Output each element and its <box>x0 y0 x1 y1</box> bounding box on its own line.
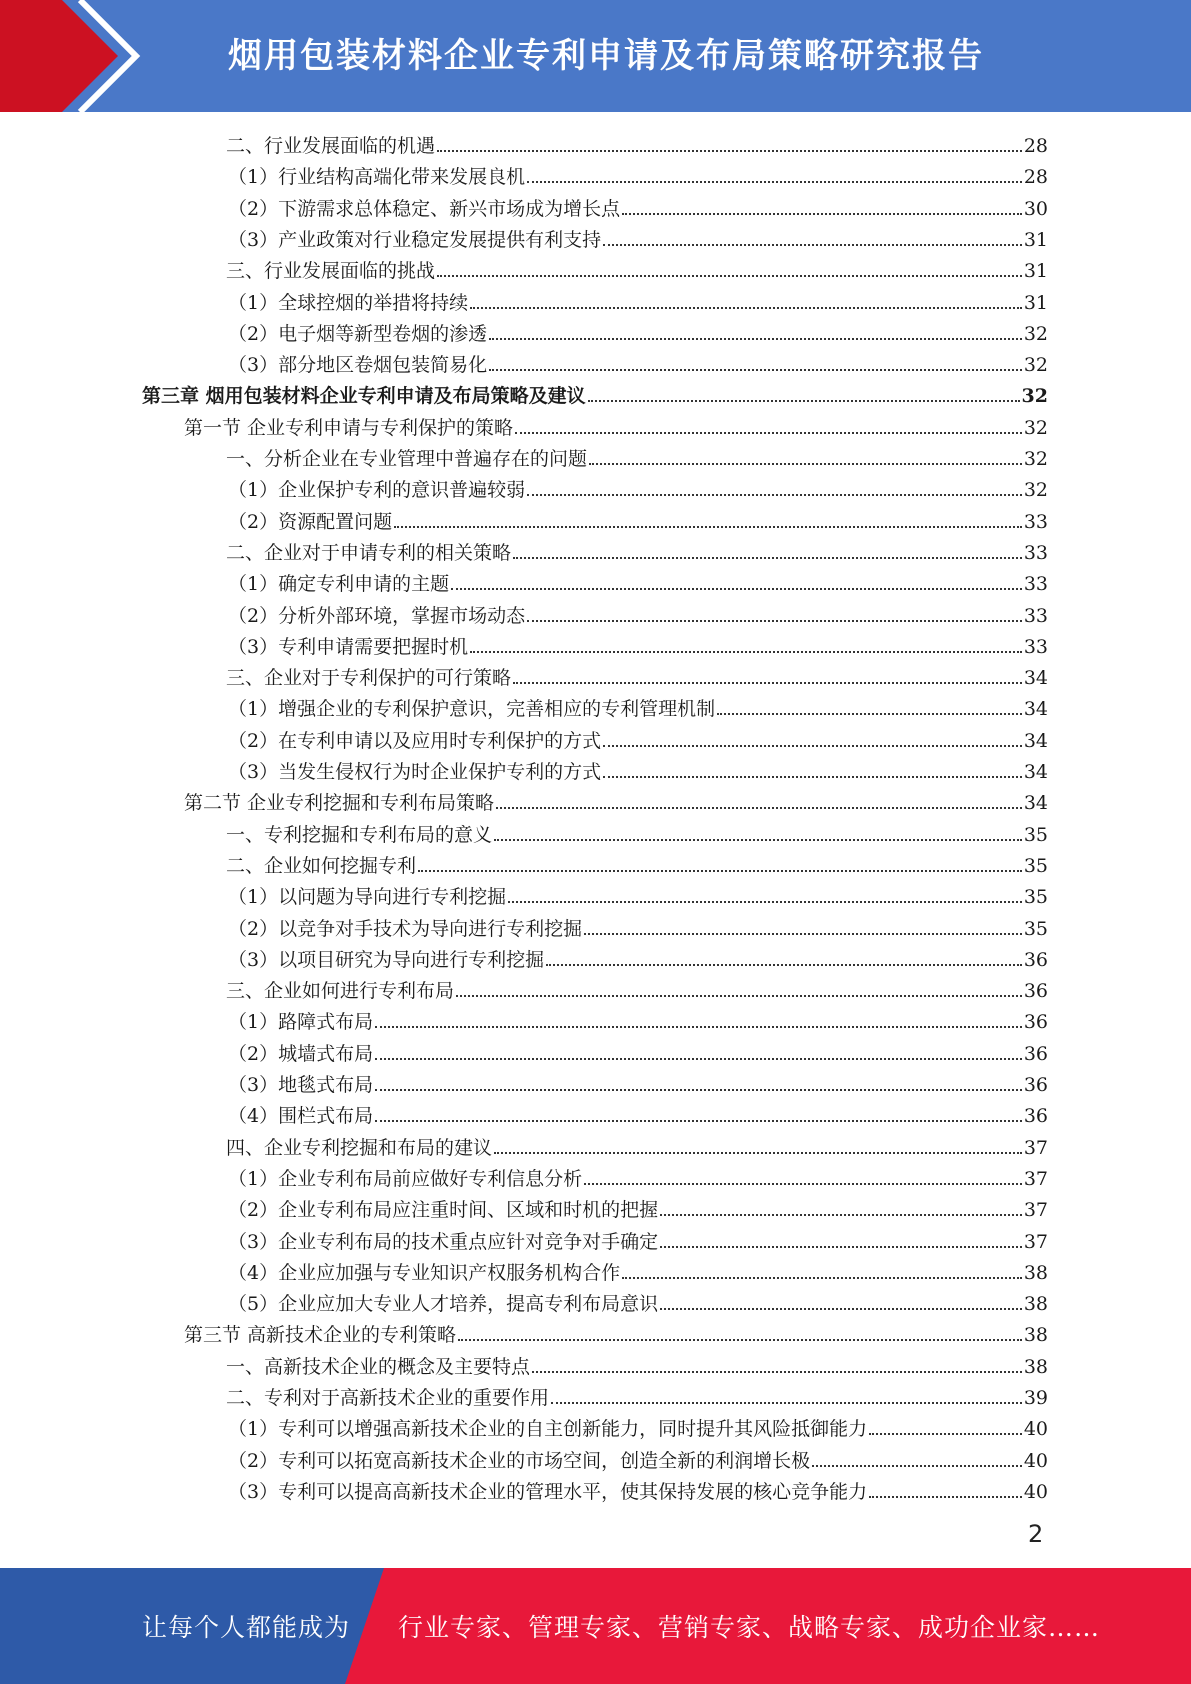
toc-entry[interactable] <box>226 1349 1048 1380</box>
header-arrow-decoration <box>0 0 150 112</box>
toc-dot-leader <box>660 1246 1022 1248</box>
toc-entry-page: 35 <box>1023 855 1048 877</box>
toc-entry-label: 二、企业如何挖掘专利 <box>226 855 417 877</box>
toc-entry-label: （2）城墙式布局 <box>228 1043 374 1065</box>
toc-dot-leader <box>527 494 1022 496</box>
toc-entry-label: 二、行业发展面临的机遇 <box>226 135 436 157</box>
toc-entry-page: 35 <box>1023 886 1048 908</box>
toc-entry-page: 33 <box>1023 605 1048 627</box>
toc-dot-leader <box>551 1402 1022 1404</box>
toc-entry[interactable] <box>228 285 1048 316</box>
toc-dot-leader <box>584 1183 1022 1185</box>
toc-dot-leader <box>470 651 1022 653</box>
toc-entry-label: （2）专利可以拓宽高新技术企业的市场空间，创造全新的利润增长极 <box>228 1450 811 1472</box>
toc-entry-page: 40 <box>1023 1418 1048 1440</box>
toc-entry[interactable] <box>228 1036 1048 1067</box>
toc-dot-leader <box>660 1308 1022 1310</box>
toc-dot-leader <box>589 463 1022 465</box>
toc-entry[interactable] <box>228 754 1048 785</box>
toc-entry-page: 36 <box>1023 1074 1048 1096</box>
toc-dot-leader <box>527 181 1022 183</box>
toc-dot-leader <box>375 1120 1022 1122</box>
toc-entry[interactable] <box>228 1192 1048 1223</box>
toc-dot-leader <box>603 244 1022 246</box>
toc-entry[interactable] <box>228 1098 1048 1129</box>
toc-entry-page: 38 <box>1023 1324 1048 1346</box>
toc-entry-label: （1）以问题为导向进行专利挖掘 <box>228 886 507 908</box>
toc-dot-leader <box>515 432 1022 434</box>
toc-entry-page: 32 <box>1023 479 1048 501</box>
toc-entry-page: 36 <box>1023 1105 1048 1127</box>
toc-entry-label: 一、高新技术企业的概念及主要特点 <box>226 1356 531 1378</box>
toc-entry[interactable] <box>228 347 1048 378</box>
toc-entry-label: （2）下游需求总体稳定、新兴市场成为增长点 <box>228 198 621 220</box>
toc-dot-leader <box>527 620 1022 622</box>
toc-dot-leader <box>717 713 1022 715</box>
report-title: 烟用包装材料企业专利申请及布局策略研究报告 <box>228 36 984 76</box>
toc-entry-page: 37 <box>1023 1168 1048 1190</box>
toc-entry-page: 37 <box>1023 1231 1048 1253</box>
toc-entry-page: 34 <box>1023 761 1048 783</box>
toc-dot-leader <box>496 807 1022 809</box>
toc-entry-page: 33 <box>1023 542 1048 564</box>
toc-entry-label: （2）资源配置问题 <box>228 511 393 533</box>
toc-entry[interactable] <box>228 316 1048 347</box>
toc-entry[interactable] <box>228 879 1048 910</box>
toc-entry-label: 二、企业对于申请专利的相关策略 <box>226 542 512 564</box>
toc-entry[interactable] <box>184 1317 1048 1348</box>
toc-entry[interactable] <box>228 1411 1048 1442</box>
toc-entry-label: （4）围栏式布局 <box>228 1105 374 1127</box>
toc-entry[interactable] <box>228 504 1048 535</box>
page-number: 2 <box>1028 1520 1044 1548</box>
toc-dot-leader <box>437 275 1022 277</box>
toc-entry-page: 32 <box>1021 385 1048 407</box>
toc-entry-label: 三、行业发展面临的挑战 <box>226 260 436 282</box>
toc-entry[interactable] <box>228 159 1048 190</box>
toc-entry-label: 一、专利挖掘和专利布局的意义 <box>226 824 493 846</box>
toc-entry-label: 三、企业对于专利保护的可行策略 <box>226 667 512 689</box>
footer-banner <box>0 1568 1191 1684</box>
toc-dot-leader <box>375 1026 1022 1028</box>
toc-entry[interactable] <box>228 598 1048 629</box>
toc-entry[interactable] <box>226 817 1048 848</box>
toc-dot-leader <box>470 307 1022 309</box>
toc-dot-leader <box>451 588 1022 590</box>
toc-entry-label: （4）企业应加强与专业知识产权服务机构合作 <box>228 1262 621 1284</box>
toc-entry[interactable] <box>228 723 1048 754</box>
toc-entry-page: 31 <box>1023 229 1048 251</box>
toc-dot-leader <box>812 1465 1022 1467</box>
toc-entry-page: 30 <box>1023 198 1048 220</box>
toc-entry-page: 38 <box>1023 1262 1048 1284</box>
toc-dot-leader <box>588 400 1020 402</box>
toc-entry-label: （5）企业应加大专业人才培养，提高专利布局意识 <box>228 1293 659 1315</box>
toc-entry-label: （1）路障式布局 <box>228 1011 374 1033</box>
toc-entry[interactable] <box>226 1130 1048 1161</box>
toc-entry-page: 40 <box>1023 1481 1048 1503</box>
toc-dot-leader <box>458 1339 1022 1341</box>
toc-dot-leader <box>603 745 1022 747</box>
toc-entry-label: 二、专利对于高新技术企业的重要作用 <box>226 1387 550 1409</box>
toc-dot-leader <box>513 682 1022 684</box>
toc-entry[interactable] <box>228 1255 1048 1286</box>
toc-entry-page: 36 <box>1023 1011 1048 1033</box>
toc-entry-label: 第三章 烟用包装材料企业专利申请及布局策略及建议 <box>142 385 586 407</box>
footer-motto-right: 行业专家、管理专家、营销专家、战略专家、成功企业家…… <box>398 1613 1101 1642</box>
toc-entry[interactable] <box>226 128 1048 159</box>
toc-entry[interactable] <box>226 973 1048 1004</box>
toc-dot-leader <box>584 933 1022 935</box>
toc-entry-label: 四、企业专利挖掘和布局的建议 <box>226 1137 493 1159</box>
toc-entry[interactable] <box>228 1161 1048 1192</box>
toc-dot-leader <box>394 526 1022 528</box>
toc-dot-leader <box>375 1089 1022 1091</box>
toc-entry-label: 第二节 企业专利挖掘和专利布局策略 <box>184 792 495 814</box>
toc-entry-label: 三、企业如何进行专利布局 <box>226 980 455 1002</box>
toc-entry-page: 32 <box>1023 417 1048 439</box>
toc-entry-page: 34 <box>1023 698 1048 720</box>
toc-entry[interactable] <box>228 1067 1048 1098</box>
toc-entry-label: （2）企业专利布局应注重时间、区域和时机的把握 <box>228 1199 659 1221</box>
toc-dot-leader <box>622 1277 1022 1279</box>
toc-entry-label: （3）当发生侵权行为时企业保护专利的方式 <box>228 761 602 783</box>
toc-entry-label: （3）专利申请需要把握时机 <box>228 636 469 658</box>
toc-entry-label: （1）企业专利布局前应做好专利信息分析 <box>228 1168 583 1190</box>
toc-entry[interactable] <box>184 410 1048 441</box>
toc-dot-leader <box>660 1214 1022 1216</box>
toc-entry[interactable] <box>228 942 1048 973</box>
toc-entry[interactable] <box>228 222 1048 253</box>
toc-entry-page: 33 <box>1023 636 1048 658</box>
toc-dot-leader <box>513 557 1022 559</box>
toc-dot-leader <box>489 369 1022 371</box>
toc-entry-label: （1）全球控烟的举措将持续 <box>228 292 469 314</box>
toc-entry-label: （3）产业政策对行业稳定发展提供有利支持 <box>228 229 602 251</box>
toc-dot-leader <box>494 1152 1022 1154</box>
toc-entry-page: 32 <box>1023 354 1048 376</box>
toc-entry-page: 31 <box>1023 292 1048 314</box>
toc-entry[interactable] <box>228 1474 1048 1505</box>
toc-entry-page: 28 <box>1023 135 1048 157</box>
toc-dot-leader <box>418 870 1022 872</box>
footer-motto-left: 让每个人都能成为 <box>142 1613 351 1642</box>
toc-entry-label: （2）分析外部环境，掌握市场动态 <box>228 605 526 627</box>
toc-entry-label: 一、分析企业在专业管理中普遍存在的问题 <box>226 448 588 470</box>
toc-entry-label: （1）企业保护专利的意识普遍较弱 <box>228 479 526 501</box>
toc-entry-page: 34 <box>1023 792 1048 814</box>
toc-dot-leader <box>437 150 1022 152</box>
toc-entry[interactable] <box>226 1380 1048 1411</box>
toc-entry-label: （3）企业专利布局的技术重点应针对竞争对手确定 <box>228 1231 659 1253</box>
toc-entry-label: （3）专利可以提高高新技术企业的管理水平，使其保持发展的核心竞争能力 <box>228 1481 868 1503</box>
toc-dot-leader <box>508 901 1022 903</box>
toc-entry-page: 32 <box>1023 323 1048 345</box>
toc-entry-page: 31 <box>1023 260 1048 282</box>
toc-entry[interactable] <box>228 1286 1048 1317</box>
toc-entry-page: 34 <box>1023 730 1048 752</box>
toc-entry-page: 35 <box>1023 918 1048 940</box>
toc-dot-leader <box>489 338 1022 340</box>
toc-entry-label: （2）在专利申请以及应用时专利保护的方式 <box>228 730 602 752</box>
toc-entry[interactable] <box>226 253 1048 284</box>
toc-entry[interactable] <box>228 691 1048 722</box>
toc-entry-page: 36 <box>1023 1043 1048 1065</box>
toc-entry[interactable] <box>228 566 1048 597</box>
toc-entry-page: 33 <box>1023 511 1048 533</box>
toc-entry-label: （3）部分地区卷烟包装简易化 <box>228 354 488 376</box>
toc-entry[interactable] <box>228 472 1048 503</box>
toc-entry-page: 33 <box>1023 573 1048 595</box>
toc-entry-label: 第一节 企业专利申请与专利保护的策略 <box>184 417 514 439</box>
toc-dot-leader <box>869 1496 1022 1498</box>
toc-entry-page: 38 <box>1023 1293 1048 1315</box>
toc-dot-leader <box>532 1371 1022 1373</box>
toc-dot-leader <box>622 213 1022 215</box>
toc-entry-label: （3）以项目研究为导向进行专利挖掘 <box>228 949 545 971</box>
toc-entry[interactable] <box>226 848 1048 879</box>
toc-entry-label: （1）行业结构高端化带来发展良机 <box>228 166 526 188</box>
toc-entry[interactable] <box>226 441 1048 472</box>
toc-entry-page: 32 <box>1023 448 1048 470</box>
toc-entry[interactable] <box>228 191 1048 222</box>
toc-entry-page: 34 <box>1023 667 1048 689</box>
toc-entry[interactable] <box>228 1004 1048 1035</box>
toc-entry[interactable] <box>226 535 1048 566</box>
toc-dot-leader <box>494 839 1022 841</box>
toc-entry-page: 39 <box>1023 1387 1048 1409</box>
toc-entry-page: 37 <box>1023 1199 1048 1221</box>
toc-entry-label: （2）以竞争对手技术为导向进行专利挖掘 <box>228 918 583 940</box>
toc-entry[interactable] <box>228 1443 1048 1474</box>
toc-dot-leader <box>456 995 1022 997</box>
toc-entry-label: （1）确定专利申请的主题 <box>228 573 450 595</box>
toc-entry-label: （1）专利可以增强高新技术企业的自主创新能力，同时提升其风险抵御能力 <box>228 1418 868 1440</box>
toc-entry-page: 40 <box>1023 1450 1048 1472</box>
toc-entry[interactable] <box>228 629 1048 660</box>
toc-entry-label: 第三节 高新技术企业的专利策略 <box>184 1324 457 1346</box>
toc-entry-label: （1）增强企业的专利保护意识，完善相应的专利管理机制 <box>228 698 716 720</box>
toc-entry[interactable] <box>228 1224 1048 1255</box>
toc-entry-page: 35 <box>1023 824 1048 846</box>
report-header <box>0 0 1191 112</box>
toc-entry-label: （3）地毯式布局 <box>228 1074 374 1096</box>
toc-entry[interactable] <box>228 911 1048 942</box>
toc-entry-page: 36 <box>1023 949 1048 971</box>
toc-entry-page: 38 <box>1023 1356 1048 1378</box>
toc-dot-leader <box>546 964 1022 966</box>
toc-dot-leader <box>603 776 1022 778</box>
toc-dot-leader <box>375 1058 1022 1060</box>
toc-entry[interactable] <box>142 378 1048 409</box>
toc-entry[interactable] <box>226 660 1048 691</box>
toc-entry-page: 37 <box>1023 1137 1048 1159</box>
toc-entry-page: 36 <box>1023 980 1048 1002</box>
toc-dot-leader <box>869 1433 1022 1435</box>
toc-entry[interactable] <box>184 785 1048 816</box>
toc-entry-label: （2）电子烟等新型卷烟的渗透 <box>228 323 488 345</box>
toc-entry-page: 28 <box>1023 166 1048 188</box>
